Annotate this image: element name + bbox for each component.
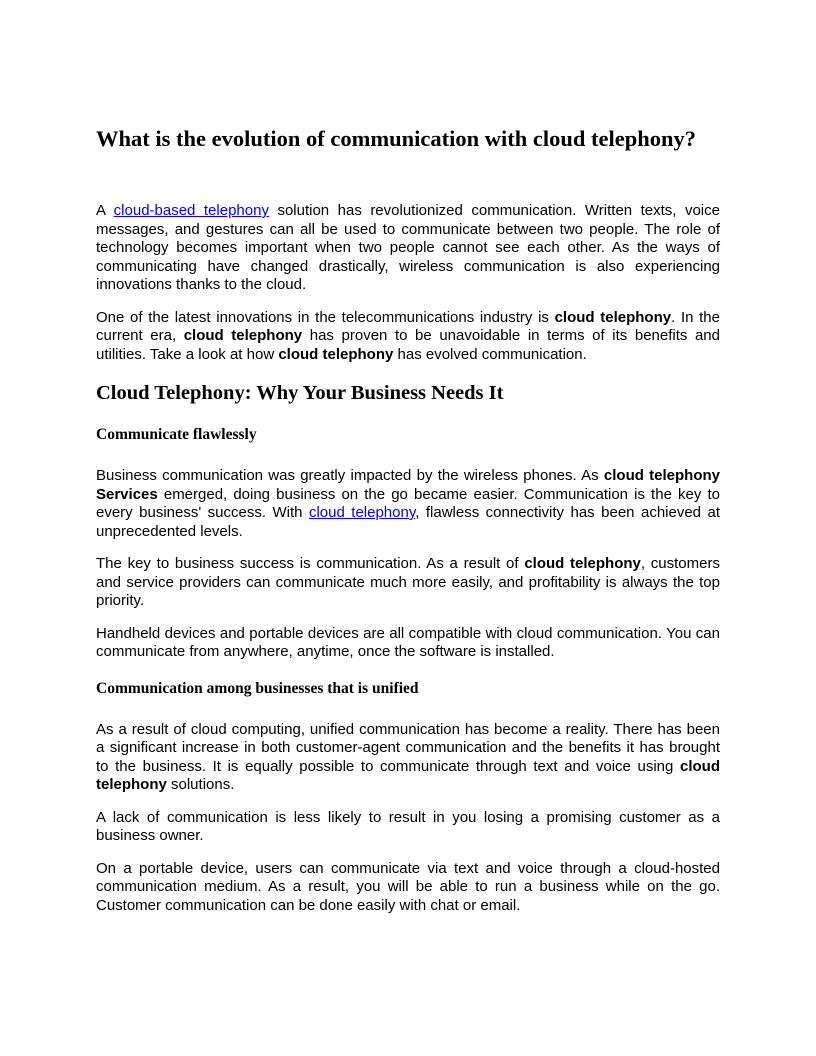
text-run: Communicate flawlessly (96, 426, 257, 443)
lack-of-communication-paragraph (96, 809, 720, 846)
bold-text: cloud telephony Services (96, 467, 720, 503)
text-run: solutions. (166, 776, 235, 793)
text-run: . In the current era, (96, 308, 720, 344)
portable-device-paragraph (96, 860, 720, 916)
bold-text: cloud telephony (278, 345, 394, 363)
text-run: One of the latest innovations in the telecommunications industry is (96, 308, 555, 326)
page-title (96, 122, 720, 155)
text-run: Business communication was greatly impacted by the wireless phones. As (96, 467, 604, 484)
text-run: solution has revolutionized communication. Written texts, voice messages, and gestures can all be used to communicate between two people. The role of technology becomes important when two people cannot see each other. As the ways of communicating have changed drastically, wireless communication is also experiencing innovations thanks to the cloud. (96, 202, 720, 293)
bold-text: cloud telephony (524, 555, 641, 572)
business-success-paragraph (96, 555, 720, 611)
text-run: A (96, 202, 114, 219)
bold-text: cloud telephony (554, 308, 672, 326)
document-body (96, 122, 720, 915)
text-run: emerged, doing business on the go became easier. Communication is the key to every business' success. With (96, 485, 720, 521)
inline-link[interactable]: cloud telephony (308, 504, 416, 521)
business-communication-paragraph (96, 467, 720, 541)
inline-link[interactable]: cloud-based telephony (113, 202, 269, 219)
text-run: , flawless connectivity has been achieved at unprecedented levels. (96, 504, 720, 540)
handheld-devices-paragraph (96, 625, 720, 662)
text-run: On a portable device, users can communicate via text and voice through a cloud-hosted communication medium. As a result, you will be able to run a business while on the go. Customer communication can be done easily with chat or email. (96, 859, 720, 914)
text-run: has evolved communication. (393, 345, 587, 363)
bold-text: cloud telephony (183, 327, 303, 344)
text-run: Cloud Telephony: Why Your Business Needs It (96, 382, 504, 404)
text-run: What is the evolution of communication with cloud telephony? (96, 126, 697, 151)
text-run: has proven to be unavoidable in terms of its benefits and utilities. Take a look at how (96, 327, 720, 363)
subsection-heading-communicate-flawlessly (96, 425, 720, 445)
text-run: A lack of communication is less likely to result in you losing a promising customer as a business owner. (96, 808, 720, 844)
text-run: Communication among businesses that is unified (96, 679, 419, 697)
innovation-paragraph (96, 309, 720, 365)
subsection-heading-unified-communication (96, 679, 720, 699)
cloud-computing-paragraph (96, 721, 720, 795)
intro-paragraph (96, 202, 720, 295)
text-run: As a result of cloud computing, unified communication has become a reality. There has been a significant increase in both customer-agent communication and the benefits it has brought to the business. It is equally possible to communicate through text and voice using (96, 720, 720, 775)
section-heading-business-needs (96, 378, 720, 408)
bold-text: cloud telephony (96, 757, 720, 793)
text-run: The key to business success is communication. As a result of (96, 555, 525, 572)
text-run: , customers and service providers can communicate much more easily, and profitability is always the top priority. (96, 555, 720, 609)
text-run: Handheld devices and portable devices are all compatible with cloud communication. You can communicate from anywhere, anytime, once the software is installed. (96, 624, 720, 660)
